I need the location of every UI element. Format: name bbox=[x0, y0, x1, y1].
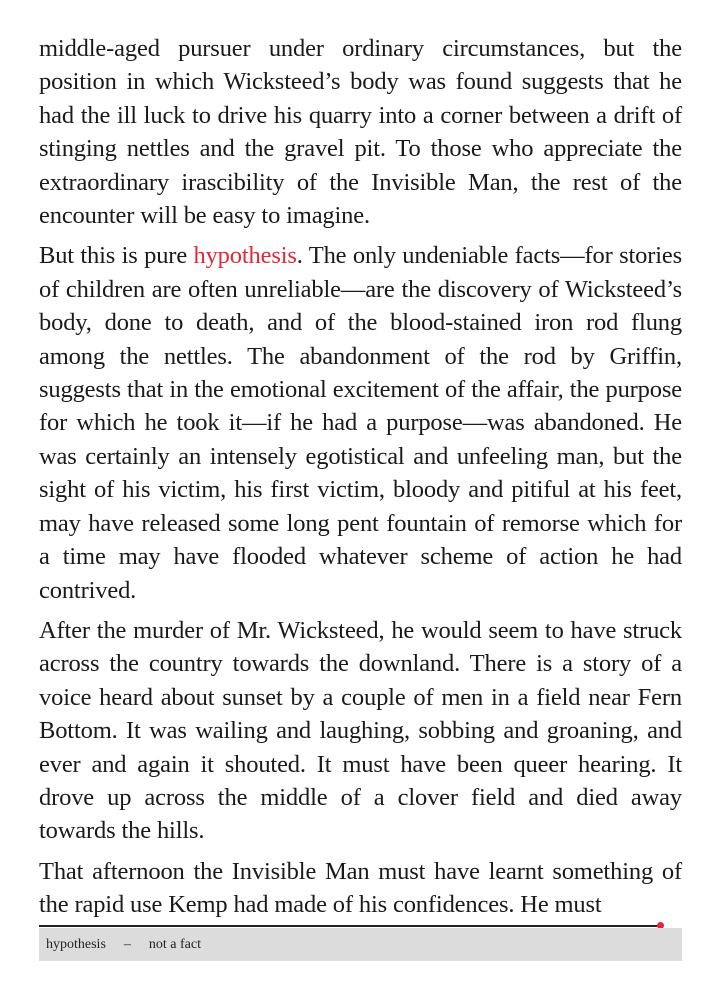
document-page bbox=[39, 32, 682, 929]
paragraph-1: middle-aged pursuer under ordinary circumstances, but the position in which Wicksteed’s body was found suggests that he had the ill luck to drive his quarry into a corner between a drift of stinging nettles and the gravel pit. To those who appreciate the extraordinary irascibility of the Invisible Man, the rest of the encounter will be easy to imagine. bbox=[39, 35, 682, 230]
gloss-definition: not a fact bbox=[148, 936, 201, 952]
paragraph-2 bbox=[39, 239, 682, 606]
paragraph-3: After the murder of Mr. Wicksteed, he would seem to have struck across the country towards the downland. There is a story of a voice heard about sunset by a couple of men in a field near Fern Bottom. It was wailing and laughing, sobbing and groaning, and ever and again it shouted. It must have been queer hearing. It drove up across the middle of a clover field and died away towards the hills. bbox=[39, 616, 682, 845]
paragraph-4 bbox=[39, 855, 682, 922]
reading-position-underline bbox=[39, 925, 661, 927]
paragraph-4-line-1: That afternoon the Invisible Man must have learnt something bbox=[39, 857, 654, 885]
paragraph-2-lead: But this is pure bbox=[39, 242, 194, 270]
gloss-term: hypothesis bbox=[46, 936, 106, 952]
paragraph-4-line-2: of the rapid use Kemp had made of his confidences. He must bbox=[39, 857, 682, 919]
gloss-separator: – bbox=[123, 936, 131, 952]
gloss-bar bbox=[39, 928, 682, 961]
paragraph-2-rest: . The only undeniable facts—for stories of children are often unreliable—are the discovery of Wicksteed’s body, done to death, and of the blood-stained iron rod flung among the nettles. The abandonment of the rod by Griffin, suggests that in the emotional excitement of the affair, the purpose for which he took it—if he had a purpose—was abandoned. He was certainly an intensely egotistical and unfeeling man, but the sight of his victim, his first victim, bloody and pitiful at his feet, may have released some long pent fountain of remorse which for a time may have flooded whatever scheme of action he had contrived. bbox=[39, 242, 682, 604]
highlighted-term-hypothesis[interactable]: hypothesis bbox=[193, 242, 297, 270]
